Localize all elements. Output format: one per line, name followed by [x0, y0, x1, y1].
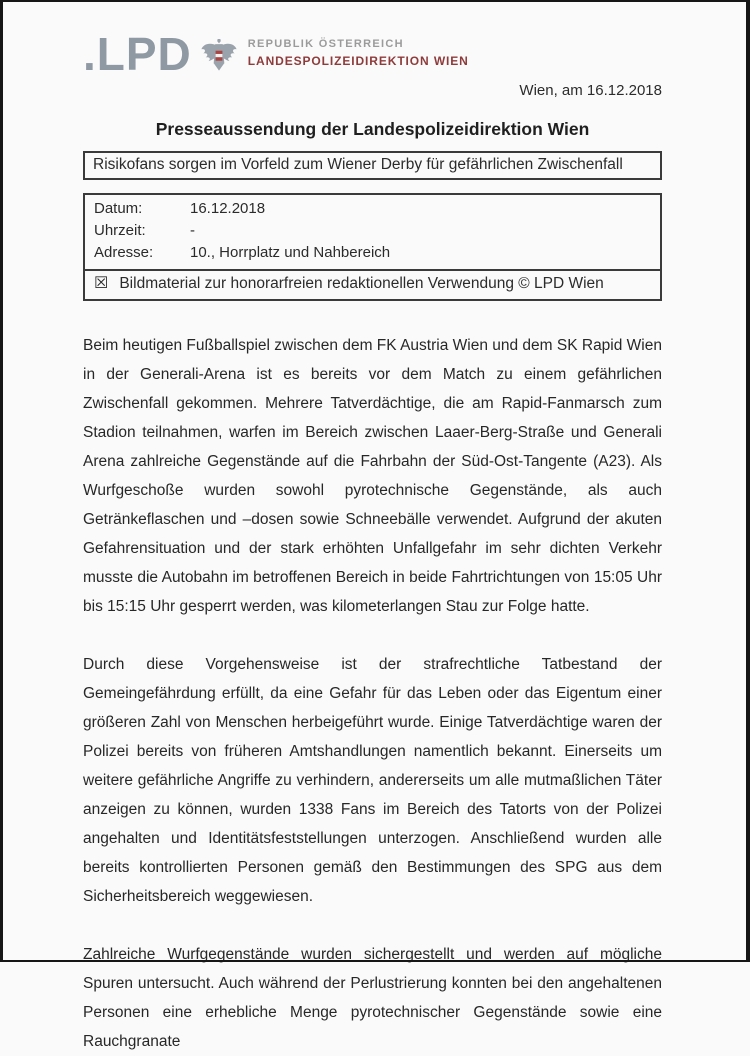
- info-label-uhrzeit: Uhrzeit:: [94, 222, 146, 239]
- media-note-row: [85, 269, 660, 299]
- info-label-adresse: Adresse:: [94, 244, 154, 261]
- austrian-eagle-icon: [200, 36, 238, 74]
- info-row-uhrzeit: [85, 220, 660, 242]
- incident-info-box: [83, 193, 662, 301]
- republik-oesterreich-label: REPUBLIK ÖSTERREICH: [247, 38, 404, 50]
- lpd-wordmark: .LPD: [83, 28, 192, 80]
- body-paragraph-1: Beim heutigen Fußballspiel zwischen dem FK Austria Wien und dem SK Rapid Wien in der Generali-Arena ist es bereits vor dem Match zu einem gefährlichen Zwischenfall gekommen. Mehrere Tatverdächtige, die am Rapid-Fanmarsch zum Stadion teilnahmen, warfen im Bereich zwischen Laaer-Berg-Straße und Generali Arena zahlreiche Gegenstände auf die Fahrbahn der Süd-Ost-Tangente (A23). Als Wurfgeschoße wurden sowohl pyrotechnische Gegenstände, als auch Getränkeflaschen und –dosen sowie Schneebälle verwendet. Aufgrund der akuten Gefahrensituation und der stark erhöhten Unfallgefahr im sehr dichten Verkehr musste die Autobahn im betroffenen Bereich in beide Fahrtrichtungen von 15:05 Uhr bis 15:15 Uhr gesperrt werden, was kilometerlangen Stau zur Folge hatte.: [83, 337, 662, 615]
- landespolizeidirektion-wien-label: LANDESPOLIZEIDIREKTION WIEN: [247, 54, 469, 68]
- info-row-datum: [85, 198, 660, 220]
- info-row-adresse: [85, 242, 660, 264]
- incident-info-rows: [85, 195, 660, 269]
- info-label-datum: Datum:: [94, 200, 143, 217]
- info-value-adresse: 10., Horrplatz und Nahbereich: [190, 244, 391, 261]
- body-paragraph-2: Durch diese Vorgehensweise ist der strafrechtliche Tatbestand der Gemeingefährdung erfüllt, da eine Gefahr für das Leben oder das Eigentum einer größeren Zahl von Menschen herbeigeführt wurde. Einige Tatverdächtige waren der Polizei bereits von früheren Amtshandlungen namentlich bekannt. Einerseits um weitere gefährliche Angriffe zu verhindern, andererseits um alle mutmaßlichen Täter anzeigen zu können, wurden 1338 Fans im Bereich des Tatorts von der Polizei angehalten und Identitätsfeststellungen unterzogen. Anschließend wurden alle bereits kontrollierten Personen gemäß den Bestimmungen des SPG aus dem Sicherheitsbereich weggewiesen.: [83, 656, 662, 905]
- info-value-uhrzeit: -: [190, 222, 195, 239]
- info-value-datum: 16.12.2018: [190, 200, 266, 217]
- body-paragraph-3: Zahlreiche Wurfgegenstände wurden sichergestellt und werden auf mögliche Spuren untersucht. Auch während der Perlustrierung konnten bei den angehaltenen Personen eine erhebliche Menge pyrotechnischer Gegenstände sowie eine Rauchgranate: [83, 946, 662, 1050]
- page-title: Presseaussendung der Landespolizeidirektion Wien: [155, 119, 590, 139]
- lpd-logo-header: [83, 28, 662, 80]
- date-line: Wien, am 16.12.2018: [519, 82, 662, 99]
- media-note-text: Bildmaterial zur honorarfreien redaktionellen Verwendung © LPD Wien: [119, 275, 604, 292]
- headline-box: Risikofans sorgen im Vorfeld zum Wiener Derby für gefährlichen Zwischenfall: [83, 151, 662, 180]
- checked-checkbox-icon: ☒: [94, 275, 109, 292]
- government-wordmark: [248, 38, 469, 68]
